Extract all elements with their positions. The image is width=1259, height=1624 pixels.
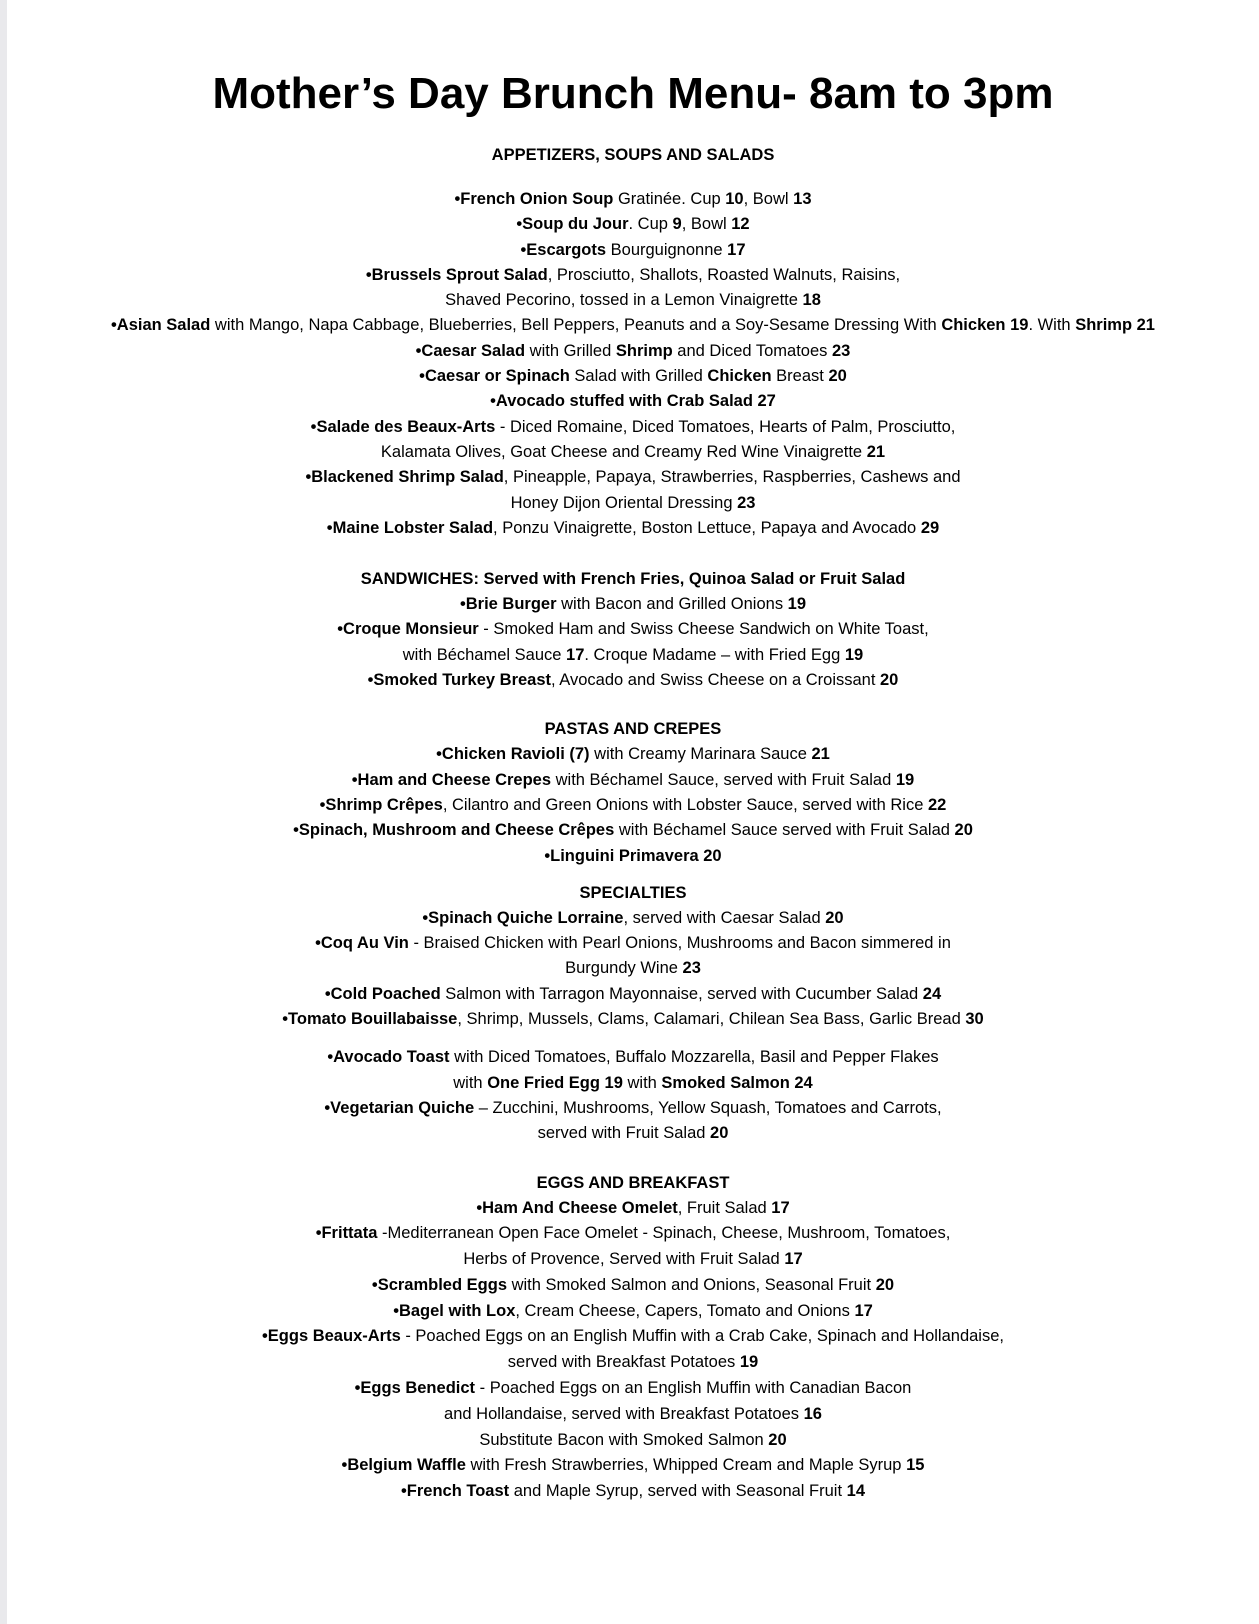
section-header: SANDWICHES: Served with French Fries, Quinoa Salad or Fruit Salad	[360, 570, 906, 589]
menu-text: Burgundy Wine	[565, 959, 683, 978]
menu-text: with Mango, Napa Cabbage, Blueberries, Bell Peppers, Peanuts and a Soy-Sesame Dressing With	[210, 316, 942, 335]
menu-text-bold: •Shrimp Crêpes	[319, 795, 443, 814]
menu-text-bold: Chicken 19	[941, 316, 1029, 335]
menu-text-bold: •Spinach, Mushroom and Cheese Crêpes	[293, 821, 615, 840]
menu-text-bold: 9	[672, 215, 682, 234]
menu-text: , Shrimp, Mussels, Clams, Calamari, Chilean Sea Bass, Garlic Bread	[457, 1010, 966, 1029]
menu-text-bold: •Brussels Sprout Salad	[365, 265, 548, 284]
menu-text-bold: 23	[737, 493, 756, 512]
menu-text-bold: Chicken	[707, 367, 772, 386]
section-header: SPECIALTIES	[579, 883, 687, 902]
menu-text-bold: •Eggs Benedict	[354, 1379, 476, 1398]
section-sandwiches	[7, 567, 1259, 693]
menu-text: with Creamy Marinara Sauce	[589, 745, 812, 764]
menu-text: and Diced Tomatoes	[672, 341, 832, 360]
menu-text-bold: •Spinach Quiche Lorraine	[422, 908, 624, 927]
menu-line	[7, 668, 1259, 693]
spacer	[7, 168, 1259, 187]
menu-text-bold: •Ham And Cheese Omelet	[476, 1198, 678, 1217]
menu-text-bold: 20	[880, 671, 899, 690]
menu-line	[7, 643, 1259, 668]
menu-text-bold: •Escargots	[520, 240, 607, 259]
menu-line	[7, 212, 1259, 237]
section-header: APPETIZERS, SOUPS AND SALADS	[491, 146, 775, 164]
menu-text: Salad with Grilled	[569, 367, 708, 386]
menu-text: Bourguignonne	[606, 240, 728, 259]
menu-text-bold: •Blackened Shrimp Salad	[305, 468, 504, 487]
section-specialties	[7, 881, 1259, 1147]
menu-text-bold: 19	[787, 595, 807, 614]
menu-text: and Hollandaise, served with Breakfast Potatoes	[444, 1404, 804, 1423]
menu-text-bold: •Salade des Beaux-Arts	[310, 417, 496, 436]
menu-line	[7, 617, 1259, 642]
menu-text-bold: 13	[793, 190, 812, 208]
menu-text-bold: •Soup du Jour	[516, 215, 629, 234]
menu-text: served with Breakfast Potatoes	[507, 1353, 740, 1372]
menu-text: - Poached Eggs on an English Muffin with a Crab Cake, Spinach and Hollandaise,	[400, 1327, 1004, 1346]
menu-text: . Croque Madame – with Fried Egg	[584, 645, 845, 664]
menu-text: , Ponzu Vinaigrette, Boston Lettuce, Papaya and Avocado	[493, 518, 921, 537]
menu-text: - Braised Chicken with Pearl Onions, Mushrooms and Bacon simmered in	[408, 934, 951, 953]
menu-line	[7, 1045, 1259, 1070]
menu-line	[7, 187, 1259, 212]
menu-text: , Pineapple, Papaya, Strawberries, Raspberries, Cashews and	[503, 468, 961, 487]
section-header: PASTAS AND CREPES	[544, 720, 722, 739]
menu-line	[7, 1247, 1259, 1273]
menu-text-bold: •Chicken Ravioli (7)	[436, 745, 590, 764]
menu-text: Shaved Pecorino, tossed in a Lemon Vinaigrette	[445, 291, 803, 310]
menu-text-bold: Shrimp 21	[1075, 316, 1155, 335]
menu-text: served with Fruit Salad	[537, 1124, 711, 1143]
menu-text-bold: 22	[927, 795, 947, 814]
menu-line	[7, 1453, 1259, 1479]
menu-text-bold: 15	[906, 1456, 925, 1475]
menu-line	[7, 982, 1259, 1007]
menu-line	[7, 465, 1259, 490]
menu-text: , Bowl	[681, 215, 732, 234]
menu-line	[7, 1196, 1259, 1222]
menu-text: -Mediterranean Open Face Omelet - Spinach, Cheese, Mushroom, Tomatoes,	[377, 1224, 951, 1243]
menu-text: and Maple Syrup, served with Seasonal Fruit	[509, 1482, 847, 1501]
menu-text-bold: 19	[739, 1353, 759, 1372]
menu-items	[7, 1196, 1259, 1506]
menu-text: with Béchamel Sauce, served with Fruit Salad	[551, 770, 896, 789]
section-pastas	[7, 717, 1259, 868]
menu-text: with Fresh Strawberries, Whipped Cream and Maple Syrup	[465, 1456, 907, 1475]
menu-line	[7, 1007, 1259, 1032]
menu-text: with Diced Tomatoes, Buffalo Mozzarella, Basil and Pepper Flakes	[449, 1048, 939, 1067]
menu-line	[7, 1350, 1259, 1376]
menu-text: , Cilantro and Green Onions with Lobster Sauce, served with Rice	[442, 795, 928, 814]
menu-text: with Béchamel Sauce served with Fruit Salad	[614, 821, 955, 840]
section-header: EGGS AND BREAKFAST	[536, 1173, 730, 1192]
menu-line	[7, 440, 1259, 465]
menu-text: , Cream Cheese, Capers, Tomato and Onions	[515, 1301, 855, 1320]
menu-text: with Bacon and Grilled Onions	[556, 595, 788, 614]
menu-text-bold: 23	[832, 341, 851, 360]
menu-text: Herbs of Provence, Served with Fruit Salad	[463, 1250, 785, 1269]
menu-text-bold: •Scrambled Eggs	[371, 1275, 507, 1294]
menu-text-bold: 21	[866, 442, 886, 461]
menu-text-bold: 16	[803, 1404, 822, 1423]
menu-line	[7, 1428, 1259, 1454]
menu-text-bold: 19	[895, 770, 915, 789]
menu-text-bold: 17	[854, 1301, 873, 1320]
menu-text-bold: •Frittata	[315, 1224, 378, 1243]
menu-text-bold: •Avocado stuffed with Crab Salad 27	[490, 392, 776, 411]
menu-text: with	[453, 1073, 488, 1092]
menu-text: , Avocado and Swiss Cheese on a Croissant	[551, 671, 880, 690]
menu-text-bold: •Linguini Primavera 20	[544, 846, 722, 865]
menu-line	[7, 844, 1259, 869]
menu-line	[7, 956, 1259, 981]
menu-text: Breast	[771, 367, 829, 386]
menu-items	[7, 906, 1259, 1032]
menu-text: - Diced Romaine, Diced Tomatoes, Hearts of Palm, Prosciutto,	[495, 417, 956, 436]
menu-text: . With	[1028, 316, 1076, 335]
menu-line	[7, 1299, 1259, 1325]
menu-text-bold: •Coq Au Vin	[315, 934, 409, 953]
spacer	[7, 693, 1259, 717]
menu-items	[7, 592, 1259, 693]
menu-line	[7, 339, 1259, 364]
menu-line	[7, 263, 1259, 288]
menu-text-bold: •Vegetarian Quiche	[324, 1098, 475, 1117]
menu-document	[7, 0, 1259, 1505]
menu-text: Salmon with Tarragon Mayonnaise, served with Cucumber Salad	[440, 984, 923, 1003]
menu-text-bold: 18	[802, 291, 821, 310]
menu-text: - Poached Eggs on an English Muffin with Canadian Bacon	[475, 1379, 912, 1398]
menu-text: Kalamata Olives, Goat Cheese and Creamy Red Wine Vinaigrette	[380, 442, 867, 461]
menu-text-bold: •Belgium Waffle	[341, 1456, 466, 1475]
menu-title: Mother’s Day Brunch Menu- 8am to 3pm	[212, 69, 1054, 118]
section-eggs-breakfast	[7, 1171, 1259, 1506]
menu-text-bold: •Bagel with Lox	[393, 1301, 516, 1320]
menu-text: Gratinée. Cup	[613, 190, 726, 208]
menu-line	[7, 1479, 1259, 1505]
spacer	[7, 869, 1259, 881]
menu-text: with Béchamel Sauce	[402, 645, 567, 664]
menu-line	[7, 288, 1259, 313]
menu-text: – Zucchini, Mushrooms, Yellow Squash, Tomatoes and Carrots,	[474, 1098, 942, 1117]
menu-text-bold: •Maine Lobster Salad	[326, 518, 494, 537]
menu-text-bold: 20	[825, 908, 844, 927]
menu-text: , Prosciutto, Shallots, Roasted Walnuts, Raisins,	[547, 265, 901, 284]
menu-text: with Grilled	[525, 341, 616, 360]
spacer	[7, 541, 1259, 567]
menu-text-bold: •French Toast	[400, 1482, 510, 1501]
menu-items	[7, 742, 1259, 868]
menu-text-bold: •Caesar Salad	[415, 341, 526, 360]
menu-line	[7, 742, 1259, 767]
menu-text: with Smoked Salmon and Onions, Seasonal Fruit	[507, 1275, 876, 1294]
menu-line	[7, 793, 1259, 818]
menu-text-bold: •Caesar or Spinach	[419, 367, 570, 386]
menu-text: , Fruit Salad	[677, 1198, 772, 1217]
menu-line	[7, 1402, 1259, 1428]
menu-text-bold: 14	[846, 1482, 866, 1501]
menu-text-bold: 23	[682, 959, 701, 978]
section-appetizers	[7, 143, 1259, 541]
menu-items	[7, 1045, 1259, 1146]
menu-text-bold: 12	[731, 215, 750, 234]
menu-line	[7, 364, 1259, 389]
menu-text-bold: •Asian Salad	[111, 316, 211, 335]
menu-line	[7, 389, 1259, 414]
spacer	[7, 122, 1259, 143]
menu-text: . Cup	[628, 215, 673, 234]
menu-text-bold: •Brie Burger	[459, 595, 557, 614]
menu-line	[7, 1121, 1259, 1146]
menu-text: - Smoked Ham and Swiss Cheese Sandwich on White Toast,	[478, 620, 929, 639]
menu-text-bold: •Tomato Bouillabaisse	[282, 1010, 458, 1029]
menu-text-bold: 20	[768, 1430, 787, 1449]
menu-text-bold: 17	[784, 1250, 803, 1269]
menu-text: Substitute Bacon with Smoked Salmon	[479, 1430, 769, 1449]
menu-line	[7, 931, 1259, 956]
menu-line	[7, 1096, 1259, 1121]
menu-text-bold: •Ham and Cheese Crepes	[351, 770, 552, 789]
menu-text-bold: 20	[875, 1275, 895, 1294]
menu-line	[7, 313, 1259, 338]
menu-text-bold: 19	[844, 645, 864, 664]
page-edge	[0, 0, 7, 1624]
menu-line	[7, 1273, 1259, 1299]
menu-text: , Bowl	[743, 190, 794, 208]
menu-text-bold: 17	[771, 1198, 790, 1217]
menu-text-bold: •Cold Poached	[324, 984, 441, 1003]
menu-line	[7, 415, 1259, 440]
menu-text-bold: 17	[727, 240, 746, 259]
menu-text-bold: 10	[725, 190, 744, 208]
menu-line	[7, 1376, 1259, 1402]
menu-text-bold: •Avocado Toast	[327, 1048, 450, 1067]
menu-text-bold: •Croque Monsieur	[337, 620, 479, 639]
menu-text-bold: 21	[811, 745, 830, 764]
menu-line	[7, 818, 1259, 843]
menu-items	[7, 187, 1259, 541]
menu-text-bold: 29	[920, 518, 940, 537]
menu-text-bold: 17	[566, 645, 585, 664]
menu-text-bold: 24	[922, 984, 942, 1003]
menu-text-bold: 20	[828, 367, 847, 386]
menu-text-bold: Shrimp	[615, 341, 673, 360]
menu-text: , served with Caesar Salad	[623, 908, 826, 927]
menu-text-bold: •Eggs Beaux-Arts	[262, 1327, 401, 1346]
menu-line	[7, 906, 1259, 931]
menu-line	[7, 1071, 1259, 1096]
menu-text: Honey Dijon Oriental Dressing	[510, 493, 738, 512]
menu-line	[7, 1221, 1259, 1247]
menu-line	[7, 592, 1259, 617]
menu-line	[7, 1324, 1259, 1350]
menu-line	[7, 768, 1259, 793]
menu-text-bold: 20	[954, 821, 973, 840]
menu-text-bold: 30	[965, 1010, 984, 1029]
spacer	[7, 1147, 1259, 1171]
menu-text: with	[622, 1073, 662, 1092]
menu-text-bold: •French Onion Soup	[454, 190, 614, 208]
menu-line	[7, 238, 1259, 263]
menu-text-bold: 20	[710, 1124, 729, 1143]
menu-line	[7, 491, 1259, 516]
menu-line	[7, 516, 1259, 541]
menu-text-bold: Smoked Salmon 24	[661, 1073, 813, 1092]
menu-text-bold: One Fried Egg 19	[487, 1073, 623, 1092]
menu-text-bold: •Smoked Turkey Breast	[367, 671, 552, 690]
spacer	[7, 1032, 1259, 1045]
